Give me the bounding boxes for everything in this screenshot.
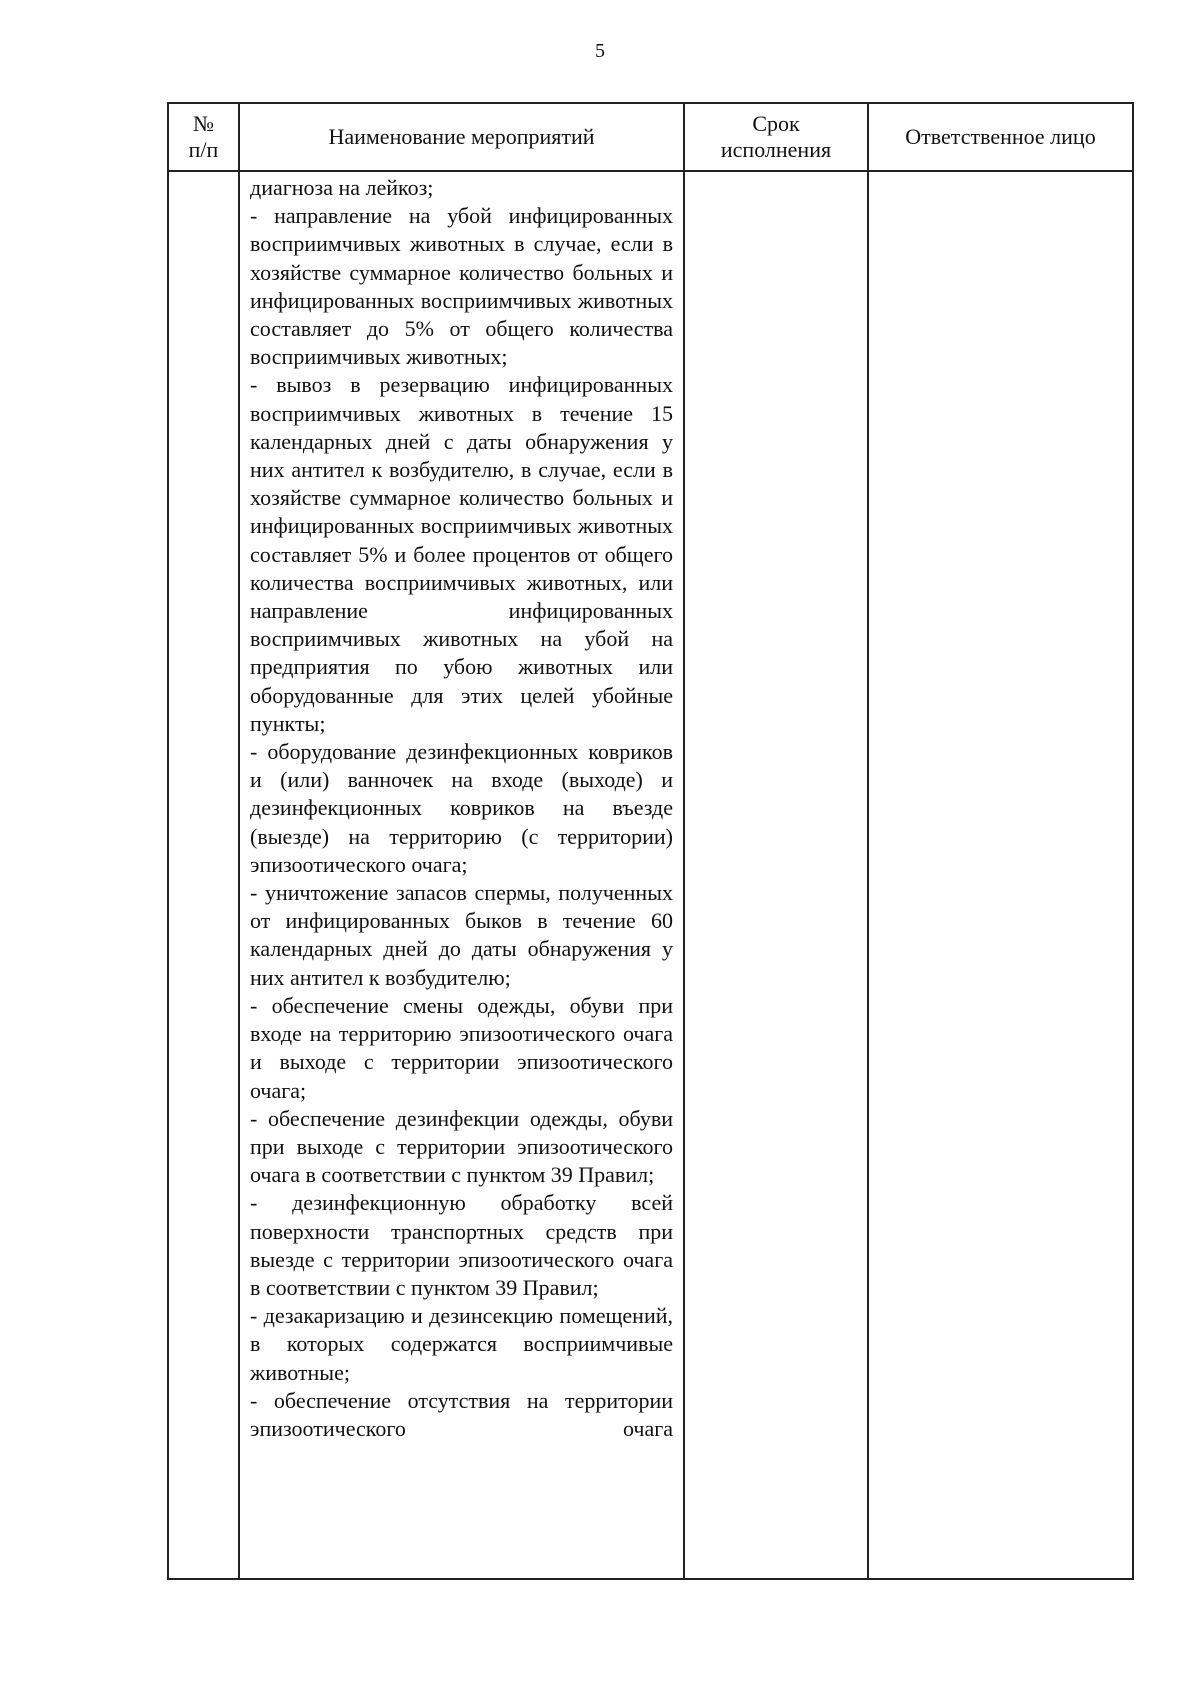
cell-deadline: [684, 171, 868, 1579]
measure-item: - уничтожение запасов спермы, полученных от инфицированных быков в течение 60 календарных дней до даты обнаружения у них антител к возбудителю;: [250, 880, 673, 990]
measure-item: - дезакаризацию и дезинсекцию помещений, в которых содержатся восприимчивые животные;: [250, 1303, 673, 1385]
header-deadline-line-2: исполнения: [720, 137, 832, 162]
header-number-line-2: п/п: [188, 137, 219, 162]
cell-number: [168, 171, 239, 1579]
header-number-line-1: №: [193, 111, 214, 136]
header-deadline-line-1: Срок: [752, 111, 800, 136]
table-row: [168, 171, 1133, 1579]
measure-item: - обеспечение отсутствия на территории эпизоотического очага: [250, 1387, 673, 1441]
measure-item: - вывоз в резервацию инфицированных восприимчивых животных в течение 15 календарных дней с даты обнаружения у них антител к возбудителю, в случае, если в хозяйстве суммарное количество больных и инфицированных восприимчивых животных составляет 5% и более процентов от общего количества восприимчивых животных, или направление инфицированных восприимчивых животных на убой на предприятия по убою животных или оборудованные для этих целей убойные пункты;: [250, 372, 673, 736]
header-responsible: Ответственное лицо: [868, 103, 1133, 171]
measure-item: - оборудование дезинфекционных ковриков и (или) ванночек на входе (выходе) и дезинфекционных ковриков на въезде (выезде) на территорию (с территории) эпизоотического очага;: [250, 739, 673, 877]
measure-item: - обеспечение смены одежды, обуви при входе на территорию эпизоотического очага и выходе с территории эпизоотического очага;: [250, 992, 673, 1103]
cell-responsible: [868, 171, 1133, 1579]
page-number: 5: [595, 40, 605, 62]
header-measure-name: Наименование мероприятий: [239, 103, 684, 171]
header-deadline: [684, 103, 868, 171]
measures-table: [167, 102, 1134, 1580]
measure-item: - дезинфекционную обработку всей поверхности транспортных средств при выезде с территории эпизоотического очага в соответствии с пунктом 39 Правил;: [250, 1190, 673, 1300]
measure-item: диагноза на лейкоз;: [250, 175, 434, 200]
cell-measures: [239, 171, 684, 1579]
table-header-row: [168, 103, 1133, 171]
measure-item: - направление на убой инфицированных восприимчивых животных в случае, если в хозяйстве суммарное количество больных и инфицированных восприимчивых животных составляет до 5% от общего количества восприимчивых животных;: [250, 203, 673, 370]
header-number: [168, 103, 239, 171]
measure-item: - обеспечение дезинфекции одежды, обуви при выходе с территории эпизоотического очага в соответствии с пунктом 39 Правил;: [250, 1105, 673, 1188]
